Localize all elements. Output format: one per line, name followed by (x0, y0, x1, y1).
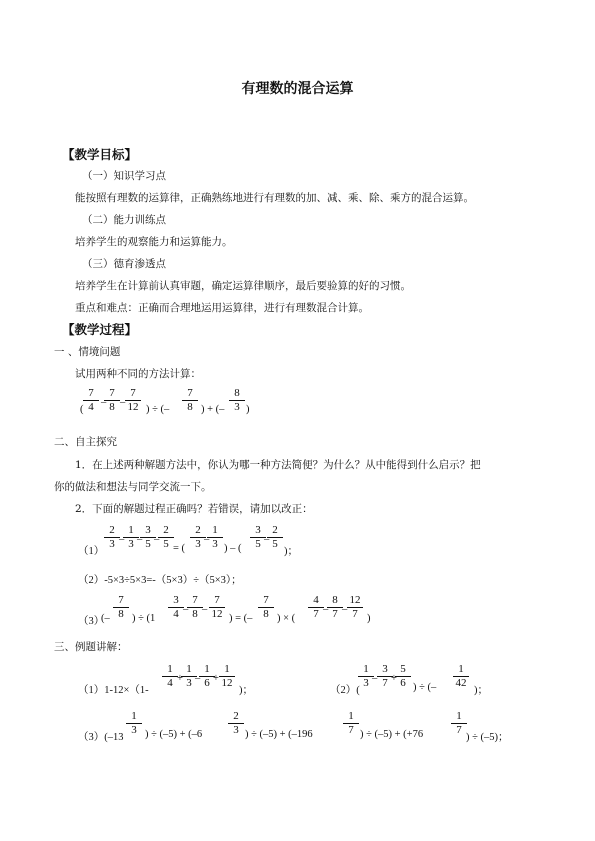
problem1-mid: ) – ( (224, 543, 242, 554)
fraction: 1 6 (196, 663, 218, 690)
expr0-op: – (101, 397, 107, 408)
problem1-close: )； (284, 546, 298, 557)
fraction: 7 4 (80, 387, 102, 414)
goal1-label: （一）知识学习点 (82, 170, 166, 182)
expr0-op: – (120, 397, 126, 408)
example1-close: )； (239, 685, 253, 696)
example1-op: – (195, 673, 201, 684)
expr0-open: ( (80, 404, 84, 415)
problem3-label: （3） (78, 616, 105, 627)
fraction: 1 3 (178, 663, 200, 690)
fraction: 3 5 (247, 524, 269, 551)
example3-part5: ) ÷ (–5)； (466, 732, 509, 743)
fraction: 8 3 (226, 387, 248, 414)
goals-heading: 【教学目标】 (62, 147, 138, 162)
expr0-mid: ) ÷ (– (146, 404, 170, 415)
expr0-close: ) (246, 404, 250, 415)
fraction: 1 3 (355, 663, 377, 690)
step2-label: 二、自主探究 (54, 436, 117, 448)
step1-label: 一 、情境问题 (54, 346, 121, 358)
problem3-op: – (202, 604, 208, 615)
problem1-eq: = ( (173, 543, 186, 554)
problem3-open: (– (101, 613, 110, 624)
fraction: 7 8 (184, 594, 206, 621)
example1-label: （1）1-12×（1- (78, 685, 149, 696)
fraction: 2 3 (101, 524, 123, 551)
goal2-label: （二）能力训练点 (82, 214, 166, 226)
fraction: 1 7 (448, 710, 470, 737)
problem3-op: – (342, 604, 348, 615)
fraction: 2 5 (155, 524, 177, 551)
goal3-text: 培养学生在计算前认真审题，确定运算律顺序，最后要验算的好的习惯。 (75, 280, 411, 292)
example2-mid: ) ÷ (– (413, 682, 437, 693)
fraction: 2 3 (225, 710, 247, 737)
problem3-times: ) × ( (277, 613, 296, 624)
fraction: 7 8 (110, 594, 132, 621)
fraction: 1 3 (120, 524, 142, 551)
step3-label: 三、例题讲解： (54, 641, 128, 653)
fraction: 12 7 (344, 594, 366, 621)
fraction: 3 4 (165, 594, 187, 621)
fraction: 1 3 (123, 710, 145, 737)
problem2: （2）-5×3÷5×3=-（5×3）÷（5×3）； (78, 575, 242, 586)
problem1-op: – (154, 534, 160, 545)
fraction: 7 12 (206, 594, 228, 621)
goal2-text: 培养学生的观察能力和运算能力。 (75, 236, 233, 248)
example2-op: + (391, 673, 397, 684)
problem3-op: – (183, 604, 189, 615)
step2-q2: 2．下面的解题过程正确吗？若错误，请加以改正： (75, 503, 313, 515)
fraction: 1 4 (159, 663, 181, 690)
fraction: 1 12 (216, 663, 238, 690)
example1-op: + (213, 673, 219, 684)
expr0-mid2: ) + (– (201, 404, 225, 415)
goal1-text: 能按照有理数的运算律，正确熟练地进行有理数的加、减、乘、除、乘方的混合运算。 (75, 192, 474, 204)
page-title: 有理数的混合运算 (241, 81, 354, 97)
goal3-label: （三）德育渗透点 (82, 258, 166, 270)
fraction: 1 42 (450, 663, 472, 690)
example1-op: + (177, 673, 183, 684)
fraction: 7 12 (122, 387, 144, 414)
fraction: 8 7 (324, 594, 346, 621)
example3-part3: ) ÷ (–5) + (–196 (245, 729, 313, 740)
problem1-op: – (137, 534, 143, 545)
fraction: 3 7 (374, 663, 396, 690)
process-heading: 【教学过程】 (62, 322, 138, 337)
key-points: 重点和难点：正确而合理地运用运算律，进行有理数混合计算。 (75, 302, 369, 314)
problem3-op: – (323, 604, 329, 615)
fraction: 1 7 (340, 710, 362, 737)
fraction: 2 3 (187, 524, 209, 551)
example2-close: )； (474, 685, 488, 696)
fraction: 7 8 (101, 387, 123, 414)
example3-part4: ) ÷ (–5) + (+76 (360, 729, 424, 740)
fraction: 7 8 (179, 387, 201, 414)
step1-text: 试用两种不同的方法计算： (75, 368, 201, 380)
problem3-eq: ) = (– (229, 613, 253, 624)
example2-op: – (372, 673, 378, 684)
example3-part2: ) ÷ (–5) + (–6 (145, 729, 203, 740)
step2-q1-line2: 你的做法和想法与同学交流一下。 (54, 481, 212, 493)
fraction: 3 5 (137, 524, 159, 551)
fraction: 5 6 (392, 663, 414, 690)
example2-label: （2）( (330, 685, 360, 696)
fraction: 1 3 (204, 524, 226, 551)
problem1-label: （1） (78, 546, 105, 557)
problem1-op: – (119, 534, 125, 545)
problem1-op: – (204, 534, 210, 545)
step2-q1-line1: 1．在上述两种解题方法中，你认为哪一种方法简便？为什么？从中能得到什么启示？把 (75, 459, 481, 471)
problem3-mid: ) ÷ (1 (132, 613, 156, 624)
example3-part1: （3）(–13 (78, 732, 124, 743)
fraction: 2 5 (264, 524, 286, 551)
fraction: 7 8 (255, 594, 277, 621)
problem3-close: ) (367, 613, 371, 624)
fraction: 4 7 (305, 594, 327, 621)
problem1-op: – (264, 534, 270, 545)
